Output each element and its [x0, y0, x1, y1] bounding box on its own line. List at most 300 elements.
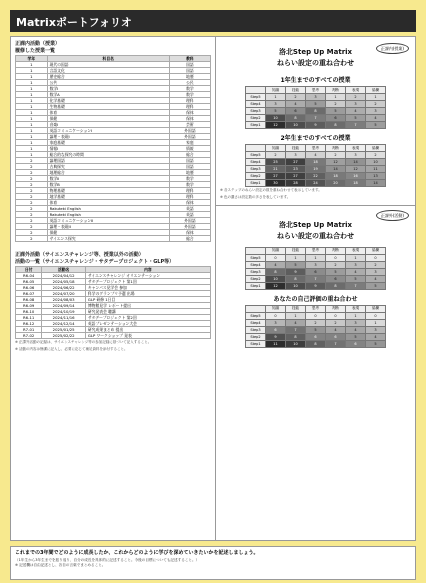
- grid-cell: 12: [326, 159, 346, 166]
- courses-cell: 1: [16, 134, 48, 140]
- courses-cell: 2: [16, 236, 48, 242]
- grid-cell: 1: [286, 254, 306, 261]
- courses-header-1: 科目名: [47, 56, 169, 62]
- courses-cell: 公共: [47, 80, 169, 86]
- grid-cell: 6: [306, 268, 326, 275]
- grid-cell: 4: [306, 152, 326, 159]
- grid-row-header: Step2: [246, 115, 266, 122]
- courses-cell: 物理基礎: [47, 188, 169, 194]
- grid-cell: 2: [306, 319, 326, 326]
- grid-cell: 6: [326, 275, 346, 282]
- grid-row-header: Step1: [246, 340, 266, 347]
- right-column: [216, 37, 415, 540]
- activities-cell: R6-08: [16, 297, 42, 303]
- grid-row-header: Step2: [246, 333, 266, 340]
- grid-cell: 4: [366, 115, 386, 122]
- grid-row-header: Step4: [246, 101, 266, 108]
- courses-cell: 1: [16, 68, 48, 74]
- grid-cell: 7: [306, 275, 326, 282]
- grid-cell: 4: [346, 108, 366, 115]
- grid-col-header: 協働: [366, 305, 386, 312]
- reflection-question: これまでの3年間でどのように成長したか、これからどのように学びを深めていきたいかを記述しましょう。: [15, 550, 259, 556]
- courses-cell: 1: [16, 110, 48, 116]
- activities-header-0: 日付: [16, 267, 42, 273]
- grid-cell: 5: [366, 282, 386, 289]
- matrix2-title: 洛北Step Up Matrix: [278, 220, 353, 229]
- grid-cell: 1: [346, 254, 366, 261]
- grid-col-header: 技能: [286, 247, 306, 254]
- grid-cell: 3: [366, 326, 386, 333]
- grid-row-header: Step5: [246, 152, 266, 159]
- grid-cell: 3: [286, 152, 306, 159]
- activities-cell: キャンパス見学会 参加: [85, 285, 210, 291]
- courses-cell: 1: [16, 146, 48, 152]
- grid-row-header: Step3: [246, 268, 266, 275]
- activities-cell: R6-05: [16, 279, 42, 285]
- grid-col-header: 知識: [266, 145, 286, 152]
- grid-cell: 14: [326, 166, 346, 173]
- courses-cell: 生物基礎: [47, 104, 169, 110]
- courses-cell: 1: [16, 80, 48, 86]
- courses-cell: 2: [16, 194, 48, 200]
- left-footer-note: ※ 正課外活動の記録は、サイエンスチャレンジ等の参加記録に基づいて記入すること。: [15, 340, 152, 344]
- courses-cell: 2: [16, 224, 48, 230]
- activities-cell: 2025/01/25: [42, 327, 86, 333]
- matrix1-header: [216, 37, 415, 71]
- grid-cell: 0: [306, 312, 326, 319]
- grid-cell: 2: [366, 152, 386, 159]
- grid-cell: 18: [346, 180, 366, 187]
- grid-cell: 4: [346, 268, 366, 275]
- grid-col-header: 協働: [366, 145, 386, 152]
- grid-col-header: 知識: [266, 305, 286, 312]
- courses-cell: 保健: [47, 230, 169, 236]
- courses-cell: 1: [16, 86, 48, 92]
- courses-cell: 外国語: [169, 128, 210, 134]
- grid-extracurricular: [245, 247, 386, 290]
- grid-cell: 8: [286, 275, 306, 282]
- grid-col-header: 知識: [266, 87, 286, 94]
- activities-cell: R6-11: [16, 315, 42, 321]
- courses-row: [16, 236, 211, 242]
- grid-row-header: Step3: [246, 166, 266, 173]
- grid-cell: 5: [346, 275, 366, 282]
- courses-cell: 国語: [169, 158, 210, 164]
- grid-cell: 3: [346, 319, 366, 326]
- activities-header-2: 内容: [85, 267, 210, 273]
- grid-cell: 2: [346, 94, 366, 101]
- courses-cell: 地理総合: [47, 170, 169, 176]
- grid-cell: 3: [306, 94, 326, 101]
- grid-row-header: Step1: [246, 180, 266, 187]
- activities-cell: R7-02: [16, 333, 42, 339]
- grid-cell: 10: [266, 115, 286, 122]
- grid-cell: 2: [326, 152, 346, 159]
- grid-cell: 12: [266, 282, 286, 289]
- courses-cell: 1: [16, 122, 48, 128]
- courses-cell: 論理・表現I: [47, 134, 169, 140]
- grid-col-header: [246, 87, 266, 94]
- courses-cell: 英語コミュニケーションII: [47, 218, 169, 224]
- courses-cell: 情報I: [47, 146, 169, 152]
- grid-cell: 3: [346, 261, 366, 268]
- courses-cell: 数学II: [47, 176, 169, 182]
- courses-cell: 1: [16, 62, 48, 68]
- courses-cell: 外国語: [169, 134, 210, 140]
- grid-cell: 10: [286, 340, 306, 347]
- courses-cell: 2: [16, 200, 48, 206]
- grid-cell: 18: [326, 173, 346, 180]
- courses-cell: 2: [16, 158, 48, 164]
- activities-cell: 2024/07/20: [42, 291, 86, 297]
- courses-cell: 理科: [169, 98, 210, 104]
- grid-col-header: [246, 305, 266, 312]
- grid-cell: 25: [266, 159, 286, 166]
- grid-cell: 14: [346, 159, 366, 166]
- activities-cell: 科学のグランプリ予選 出場: [85, 291, 210, 297]
- reflection-line-1: （1年生から3年生までを振り返り、自分の成長を具体的に記述すること。今後の目標についても記述すること。）: [15, 558, 200, 562]
- activities-cell: 2024/09/14: [42, 303, 86, 309]
- activities-cell: R6-10: [16, 309, 42, 315]
- courses-cell: 理科: [169, 188, 210, 194]
- matrix1-subtitle: ねらい設定の重ね合わせ: [277, 59, 354, 68]
- grid-cell: 18: [306, 159, 326, 166]
- grid-row-header: Step5: [246, 94, 266, 101]
- courses-cell: 数学: [169, 92, 210, 98]
- grid-cell: 1: [306, 254, 326, 261]
- grid-cell: 12: [346, 166, 366, 173]
- reflection-box: [10, 546, 416, 580]
- grid-cell: 21: [266, 166, 286, 173]
- grid-cell: 8: [286, 115, 306, 122]
- grid-cell: 1: [266, 94, 286, 101]
- activities-cell: サタデープロジェクト 第2回: [85, 315, 210, 321]
- courses-cell: 数学B: [47, 182, 169, 188]
- grid-cell: 5: [286, 261, 306, 268]
- activities-cell: GLP ワークショップ 発表: [85, 333, 210, 339]
- courses-cell: 1: [16, 140, 48, 146]
- grid-cell: 7: [346, 122, 366, 129]
- grid-cell: 4: [346, 326, 366, 333]
- grid-cell: 5: [266, 108, 286, 115]
- grid-col-header: 知識: [266, 247, 286, 254]
- grid-col-header: 表現: [346, 87, 366, 94]
- grid-cell: 4: [286, 101, 306, 108]
- grid-cell: 5: [326, 108, 346, 115]
- grid-cell: 5: [366, 122, 386, 129]
- courses-cell: 2: [16, 164, 48, 170]
- grid-cell: 4: [366, 275, 386, 282]
- grid-row-header: Step3: [246, 108, 266, 115]
- courses-cell: 外国語: [169, 224, 210, 230]
- grid-cell: 3: [266, 319, 286, 326]
- matrix2-header: [216, 205, 415, 245]
- grid-cell: 6: [326, 115, 346, 122]
- courses-cell: 外国語: [169, 218, 210, 224]
- grid-cell: 0: [326, 254, 346, 261]
- grid-cell: 30: [266, 180, 286, 187]
- courses-cell: 国語: [169, 68, 210, 74]
- activities-cell: 2024/06/22: [42, 285, 86, 291]
- courses-cell: 2: [16, 188, 48, 194]
- grid-cell: 7: [286, 326, 306, 333]
- grid-cell: 8: [286, 333, 306, 340]
- grid-cell: 5: [346, 115, 366, 122]
- grid-cell: 5: [366, 340, 386, 347]
- courses-cell: 地歴: [169, 74, 210, 80]
- activities-cell: 2024/05/18: [42, 279, 86, 285]
- stamp-curricular: 正課内(授業): [376, 43, 409, 54]
- courses-cell: 数学: [169, 176, 210, 182]
- grid4-label: あなたの自己評価の重ね合わせ: [273, 295, 358, 303]
- grid-row-header: Step2: [246, 275, 266, 282]
- grid-cell: 4: [266, 261, 286, 268]
- grid-cell: 1: [346, 312, 366, 319]
- activities-cell: 2024/11/16: [42, 315, 86, 321]
- activities-cell: R6-07: [16, 291, 42, 297]
- grid-col-header: 思考: [306, 305, 326, 312]
- courses-header-0: 学年: [16, 56, 48, 62]
- grid-row-header: Step1: [246, 282, 266, 289]
- courses-cell: 英語: [169, 206, 210, 212]
- grid-col-header: 表現: [346, 247, 366, 254]
- grid-cell: 2: [366, 101, 386, 108]
- section1-title: 正課内活動（授業） 履修した授業一覧: [15, 41, 61, 54]
- courses-cell: 総合的な探究の時間: [47, 152, 169, 158]
- activities-cell: 研究成果まとめ 提出: [85, 327, 210, 333]
- courses-cell: サイエンス探究: [47, 236, 169, 242]
- grid-cell: 3: [346, 101, 366, 108]
- grid-cell: 7: [326, 340, 346, 347]
- courses-cell: 1: [16, 116, 48, 122]
- grid-cell: 1: [286, 312, 306, 319]
- grid-cell: 28: [286, 180, 306, 187]
- grid-cell: 10: [266, 275, 286, 282]
- activities-cell: GLP 研修 1日目: [85, 297, 210, 303]
- matrix1-title: 洛北Step Up Matrix: [278, 48, 353, 56]
- grid-row-header: Step5: [246, 254, 266, 261]
- grid-col-header: 協働: [366, 87, 386, 94]
- grid-cell: 8: [326, 122, 346, 129]
- grid-cell: 3: [266, 101, 286, 108]
- grid-cell: 27: [286, 159, 306, 166]
- page-title: Matrixポートフォリオ: [16, 16, 132, 29]
- grid-cell: 9: [306, 122, 326, 129]
- grid-cell: 1: [366, 319, 386, 326]
- grid-cell: 7: [306, 115, 326, 122]
- activities-cell: サタデープロジェクト 第1回: [85, 279, 210, 285]
- matrix-note-2: ※ 色の濃さは設定数の多さを表しています。: [220, 194, 291, 199]
- courses-cell: 2: [16, 218, 48, 224]
- courses-cell: 化学基礎: [47, 98, 169, 104]
- courses-cell: 1: [16, 128, 48, 134]
- courses-cell: 公民: [169, 80, 210, 86]
- courses-cell: 古典探究: [47, 164, 169, 170]
- courses-cell: 芸術: [169, 122, 210, 128]
- grid-cell: 5: [346, 333, 366, 340]
- grid-cell: 8: [306, 340, 326, 347]
- grid-cell: 23: [286, 166, 306, 173]
- page-header: [10, 10, 416, 32]
- grid-year2: [245, 144, 386, 187]
- courses-table: [15, 55, 211, 242]
- grid-col-header: 技能: [286, 305, 306, 312]
- courses-cell: 2: [16, 170, 48, 176]
- grid-col-header: 技能: [286, 87, 306, 94]
- grid-cell: 9: [266, 333, 286, 340]
- grid-col-header: 思考: [306, 247, 326, 254]
- grid-cell: 7: [346, 282, 366, 289]
- grid-year1: [245, 86, 386, 129]
- courses-cell: 体育: [47, 110, 169, 116]
- grid-cell: 3: [366, 108, 386, 115]
- activities-cell: R6-09: [16, 303, 42, 309]
- activities-cell: R7-01: [16, 327, 42, 333]
- portfolio-sheet: [10, 36, 416, 541]
- courses-cell: 総合: [169, 236, 210, 242]
- grid-col-header: 判断: [326, 247, 346, 254]
- grid-col-header: 思考: [306, 145, 326, 152]
- grid-cell: 22: [306, 173, 326, 180]
- courses-cell: 家庭: [169, 140, 210, 146]
- grid-cell: 5: [306, 326, 326, 333]
- grid-col-header: 思考: [306, 87, 326, 94]
- courses-cell: 現代の国語: [47, 62, 169, 68]
- grid-col-header: 表現: [346, 305, 366, 312]
- courses-cell: 英語コミュニケーションI: [47, 128, 169, 134]
- courses-cell: 論理・表現II: [47, 224, 169, 230]
- grid-cell: 0: [366, 254, 386, 261]
- courses-cell: Rakuteki English: [47, 212, 169, 218]
- grid-cell: 2: [326, 261, 346, 268]
- activities-cell: サイエンスチャレンジ オリエンテーション: [85, 273, 210, 279]
- courses-cell: 数学: [169, 86, 210, 92]
- grid-cell: 6: [346, 340, 366, 347]
- left-column: [11, 37, 216, 540]
- matrix2-subtitle: ねらい設定の重ね合わせ: [277, 231, 354, 240]
- grid-cell: 8: [326, 282, 346, 289]
- grid-cell: 2: [326, 319, 346, 326]
- grid-row-header: Step2: [246, 173, 266, 180]
- grid-col-header: 協働: [366, 247, 386, 254]
- activities-cell: 研究発表会 聴講: [85, 309, 210, 315]
- courses-cell: 国語: [169, 164, 210, 170]
- courses-cell: 数学I: [47, 86, 169, 92]
- grid-cell: 10: [286, 282, 306, 289]
- activities-cell: 2024/12/14: [42, 321, 86, 327]
- courses-cell: 数学: [169, 182, 210, 188]
- grid-row-header: Step4: [246, 159, 266, 166]
- grid-cell: 4: [286, 319, 306, 326]
- courses-cell: 1: [16, 152, 48, 158]
- grid-cell: 11: [266, 340, 286, 347]
- courses-cell: Rakuteki English: [47, 206, 169, 212]
- grid-col-header: [246, 247, 266, 254]
- courses-cell: 保体: [169, 110, 210, 116]
- grid-cell: 6: [266, 326, 286, 333]
- grid-row-header: Step3: [246, 326, 266, 333]
- courses-cell: 地歴: [169, 170, 210, 176]
- grid-cell: 5: [306, 101, 326, 108]
- courses-cell: 2: [16, 212, 48, 218]
- courses-cell: 総合: [169, 152, 210, 158]
- grid-row-header: Step4: [246, 319, 266, 326]
- courses-cell: 1: [16, 104, 48, 110]
- courses-cell: 1: [16, 74, 48, 80]
- courses-cell: 情報: [169, 146, 210, 152]
- grid-cell: 9: [286, 268, 306, 275]
- courses-cell: 英語: [169, 212, 210, 218]
- grid-cell: 10: [366, 159, 386, 166]
- grid-cell: 13: [366, 173, 386, 180]
- grid-cell: 6: [326, 333, 346, 340]
- courses-cell: 保体: [169, 116, 210, 122]
- courses-cell: 2: [16, 230, 48, 236]
- courses-cell: 国語: [169, 62, 210, 68]
- activities-table: [15, 266, 211, 339]
- grid-row-header: Step4: [246, 261, 266, 268]
- grid-cell: 16: [346, 173, 366, 180]
- grid-row-header: Step5: [246, 312, 266, 319]
- grid-cell: 11: [366, 166, 386, 173]
- grid-cell: 1: [326, 94, 346, 101]
- stamp-extracurricular: 正課外(活動): [376, 210, 409, 221]
- left-footer-note-2: ※ 活動の内容は簡潔に記入し、必要に応じて補足資料を添付すること。: [15, 346, 128, 351]
- grid-cell: 0: [266, 254, 286, 261]
- activities-row: [16, 333, 211, 339]
- grid-cell: 6: [306, 333, 326, 340]
- courses-cell: 2: [16, 182, 48, 188]
- activities-header-1: 活動名: [42, 267, 86, 273]
- grid-cell: 2: [266, 152, 286, 159]
- courses-cell: 保体: [169, 200, 210, 206]
- courses-cell: 2: [16, 176, 48, 182]
- grid-cell: 19: [306, 166, 326, 173]
- activities-cell: 2024/08/03: [42, 297, 86, 303]
- grid-cell: 3: [346, 152, 366, 159]
- courses-cell: 数学A: [47, 92, 169, 98]
- grid-cell: 3: [366, 268, 386, 275]
- grid-cell: 27: [286, 173, 306, 180]
- grid-col-header: 判断: [326, 305, 346, 312]
- grid-cell: 0: [326, 312, 346, 319]
- grid-cell: 0: [366, 312, 386, 319]
- grid-cell: 2: [326, 101, 346, 108]
- courses-cell: 1: [16, 92, 48, 98]
- courses-cell: 保体: [169, 230, 210, 236]
- grid-cell: 2: [366, 261, 386, 268]
- activities-cell: R6-06: [16, 285, 42, 291]
- section2-title: 正課外活動（サイエンスチャレンジ等、授業以外の活動） 活動の一覧（サイエンスチャレンジ・サタデープロジェクト・GLP等）: [15, 252, 175, 265]
- courses-cell: 1: [16, 98, 48, 104]
- courses-cell: 理科: [169, 194, 210, 200]
- courses-cell: 2: [16, 206, 48, 212]
- activities-cell: 2024/04/12: [42, 273, 86, 279]
- courses-cell: 地学基礎: [47, 194, 169, 200]
- activities-cell: 2025/02/22: [42, 333, 86, 339]
- grid-cell: 12: [266, 122, 286, 129]
- courses-cell: 音楽I: [47, 122, 169, 128]
- grid-cell: 14: [366, 180, 386, 187]
- grid-cell: 9: [306, 282, 326, 289]
- grid1-label: 1年生までのすべての授業: [280, 77, 351, 84]
- grid-col-header: 技能: [286, 145, 306, 152]
- grid-cell: 0: [266, 312, 286, 319]
- courses-cell: 論理国語: [47, 158, 169, 164]
- grid-row-header: Step1: [246, 122, 266, 129]
- courses-cell: 家庭基礎: [47, 140, 169, 146]
- matrix-note-1: ※ 各ステップのねらい設定の数を重ね合わせて表示しています。: [220, 188, 322, 192]
